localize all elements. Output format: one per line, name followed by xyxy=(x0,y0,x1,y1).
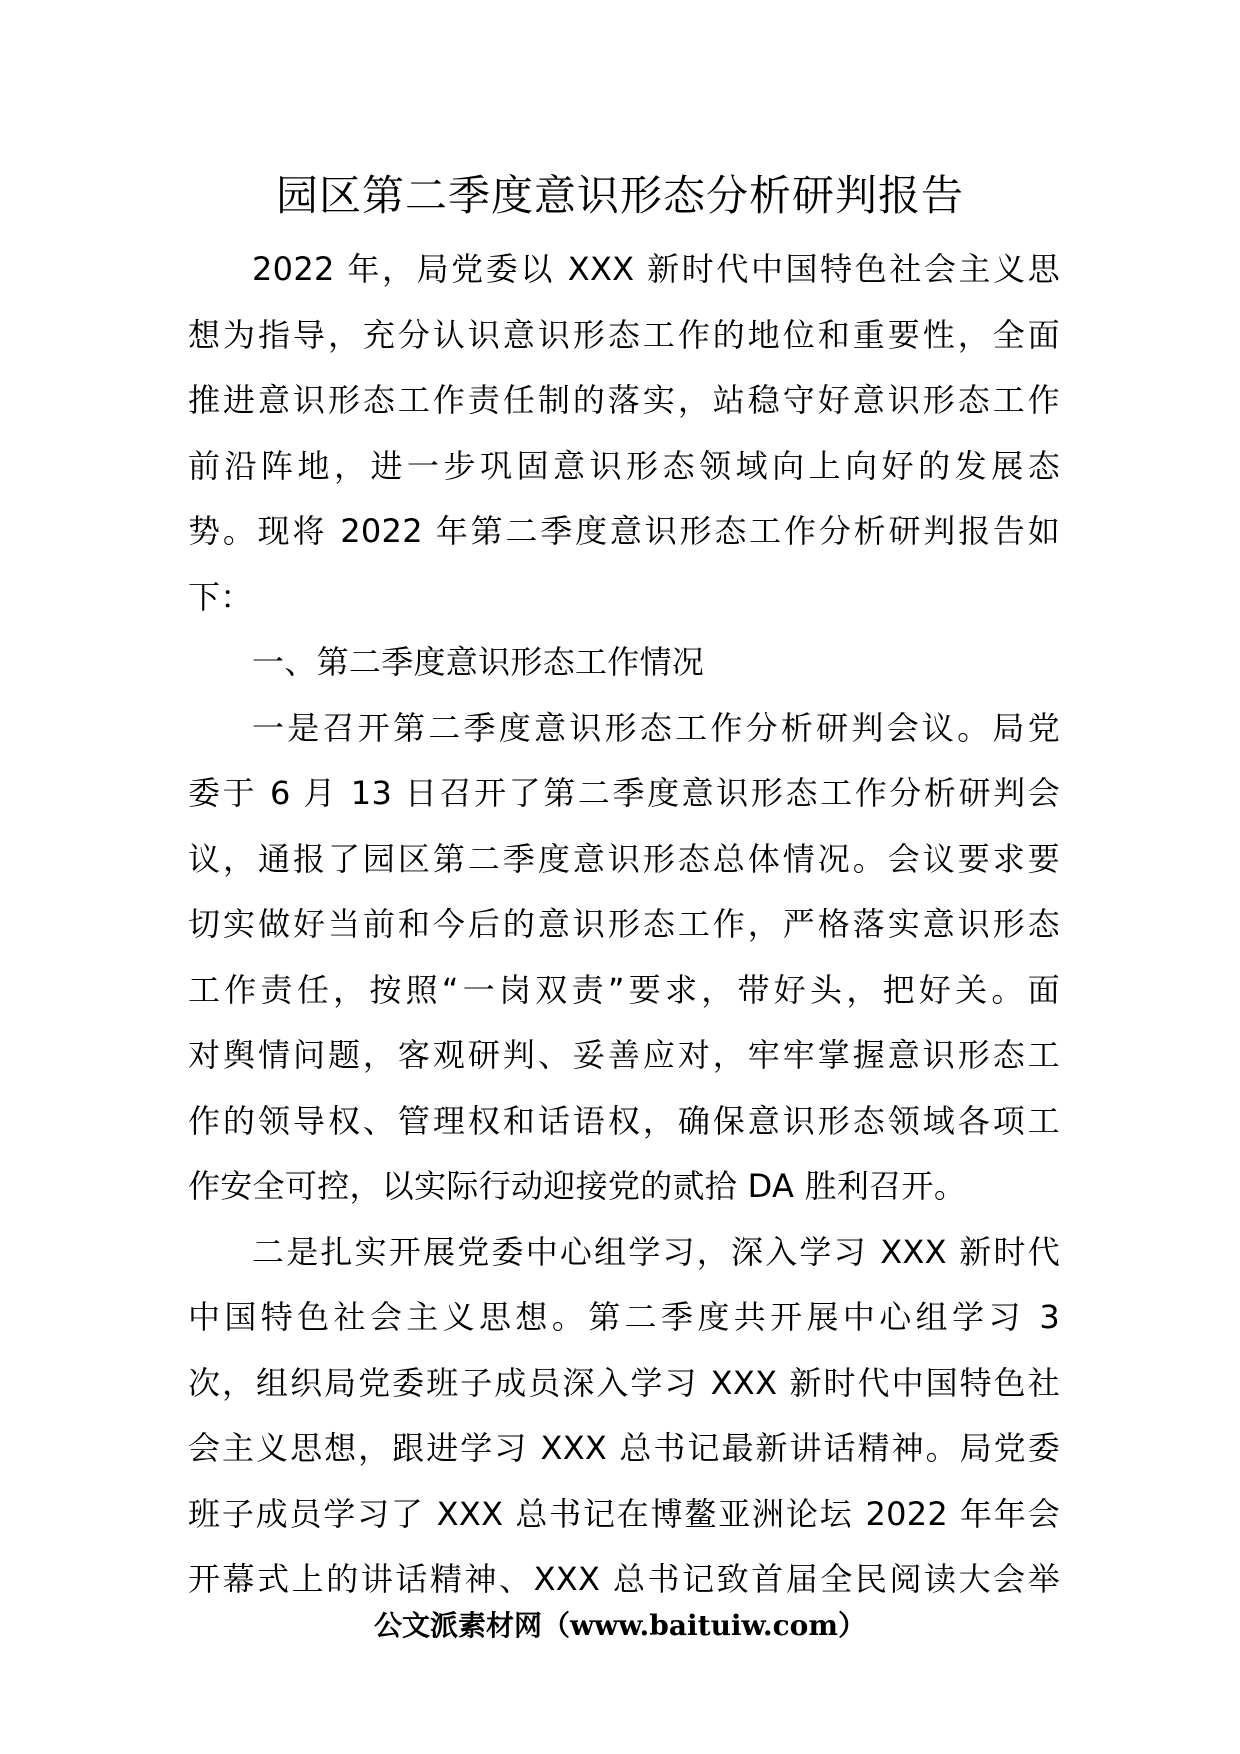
document-body xyxy=(188,237,1060,1613)
paragraph-line: 切实做好当前和今后的意识形态工作，严格落实意识形态 xyxy=(188,905,1060,943)
footer-watermark: 公文派素材网（www.baituiw.com） xyxy=(374,1609,866,1642)
paragraph-line: 一是召开第二季度意识形态工作分析研判会议。局党 xyxy=(252,708,1060,747)
paragraph-line: 中国特色社会主义思想。第二季度共开展中心组学习 3 xyxy=(188,1298,1060,1336)
paragraph-line: 对舆情问题，客观研判、妥善应对，牢牢掌握意识形态工 xyxy=(188,1036,1060,1074)
paragraph-line: 作安全可控，以实际行动迎接党的贰拾 DA 胜利召开。 xyxy=(188,1167,967,1205)
paragraph-line: 议，通报了园区第二季度意识形态总体情况。会议要求要 xyxy=(188,839,1060,878)
paragraph-line: 会主义思想，跟进学习 XXX 总书记最新讲话精神。局党委 xyxy=(188,1429,1060,1467)
paragraph-line: 下： xyxy=(188,577,253,616)
section-heading: 一、第二季度意识形态工作情况 xyxy=(252,643,705,681)
paragraph-line: 开幕式上的讲话精神、XXX 总书记致首届全民阅读大会举 xyxy=(188,1560,1060,1598)
paragraph-line: 工作责任，按照“一岗双责”要求，带好头，把好关。面 xyxy=(188,970,1060,1009)
paragraph-line: 作的领导权、管理权和话语权，确保意识形态领域各项工 xyxy=(188,1101,1060,1140)
paragraph-line: 委于 6 月 13 日召开了第二季度意识形态工作分析研判会 xyxy=(188,774,1060,812)
paragraph-line: 推进意识形态工作责任制的落实，站稳守好意识形态工作 xyxy=(188,381,1060,419)
paragraph-line: 势。现将 2022 年第二季度意识形态工作分析研判报告如 xyxy=(188,512,1060,550)
paragraph-line: 班子成员学习了 XXX 总书记在博鳌亚洲论坛 2022 年年会 xyxy=(188,1494,1060,1533)
paragraph-line: 2022 年，局党委以 XXX 新时代中国特色社会主义思 xyxy=(252,250,1060,288)
paragraph-line: 前沿阵地，进一步巩固意识形态领域向上向好的发展态 xyxy=(188,446,1060,485)
paragraph-line: 想为指导，充分认识意识形态工作的地位和重要性，全面 xyxy=(188,315,1060,354)
paragraph-line: 二是扎实开展党委中心组学习，深入学习 XXX 新时代 xyxy=(252,1232,1060,1271)
paragraph-line: 次，组织局党委班子成员深入学习 XXX 新时代中国特色社 xyxy=(188,1363,1060,1402)
document-title: 园区第二季度意识形态分析研判报告 xyxy=(275,171,964,220)
